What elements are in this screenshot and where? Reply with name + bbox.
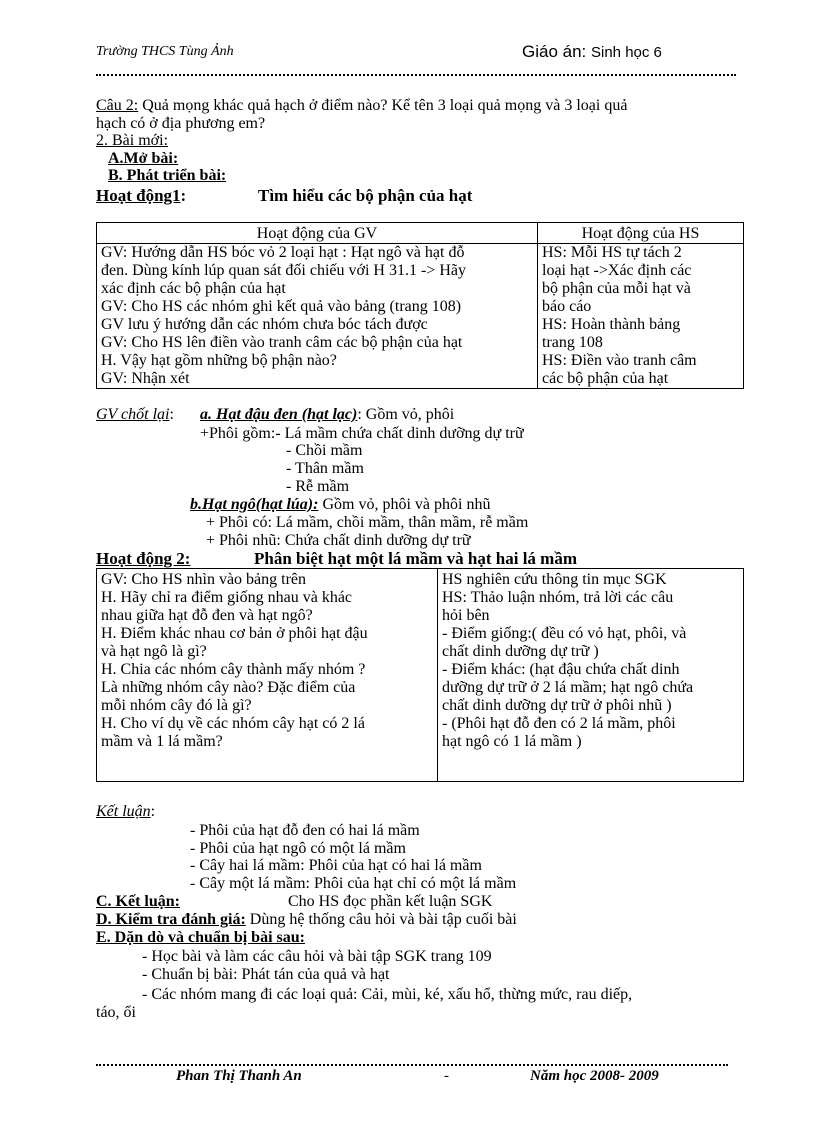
section-c-label: C. Kết luận: [96,893,180,910]
activity1-hs-cell [538,244,744,389]
title-subject: Sinh học 6 [591,44,662,61]
gv-line: nhau giữa hạt đỗ đen và hạt ngô? [101,607,313,624]
gv-line: H. Vậy hạt gồm những bộ phận nào? [101,352,337,369]
gv-line: H. Chia các nhóm cây thành mấy nhóm ? [101,661,366,678]
gv-line: mỗi nhóm cây đó là gì? [101,697,252,714]
gv-line: Là những nhóm cây nào? Đặc điểm của [101,679,356,696]
table-header-hs: Hoạt động của HS [538,223,744,244]
hs-line: chất dinh dưỡng dự trữ ) [442,643,599,660]
question-label: Câu 2: [96,97,139,114]
hs-line: HS: Thảo luận nhóm, trả lời các câu [442,589,674,606]
section-c-text: Cho HS đọc phần kết luận SGK [288,893,493,910]
section-d [96,911,517,928]
title-label: Giáo án: [522,42,587,61]
activity2-gv-cell [97,569,438,782]
seed-b-line: + Phôi nhũ: Chứa chất dinh dưỡng dự trữ [206,532,471,549]
seed-a-line: - Chồi mầm [286,442,363,459]
hs-line: các bộ phận của hạt [542,370,669,387]
hs-line: - Điểm giống:( đều có vỏ hạt, phôi, và [442,625,687,642]
table-header-gv: Hoạt động của GV [97,223,538,244]
activity1-table [96,222,744,389]
activity2-label [96,550,190,567]
hs-line: - Điểm khác: (hạt đậu chứa chất dinh [442,661,680,678]
header-divider [96,74,736,76]
gv-line: GV: Nhận xét [101,370,190,387]
hs-line: HS nghiên cứu thông tin mục SGK [442,571,667,588]
seed-a-line: - Thân mầm [286,460,364,477]
hs-line: loại hạt ->Xác định các [542,262,692,279]
gv-line: đen. Dùng kính lúp quan sát đối chiếu với H 31.1 -> Hãy [101,262,466,279]
activity1-label: Hoạt động1 [96,186,181,205]
development-heading: B. Phát triển bài: [108,167,227,184]
conclusion-line: - Phôi của hạt đỗ đen có hai lá mầm [190,822,420,839]
section-e-line-last: táo, ổi [96,1004,136,1021]
section-e-line: - Học bài và làm các câu hỏi và bài tập SGK trang 109 [142,948,492,965]
seed-b-line: + Phôi có: Lá mầm, chồi mầm, thân mầm, rễ mầm [206,514,529,531]
gv-line: GV: Cho HS lên điền vào tranh câm các bộ phận của hạt [101,334,463,351]
activity2-label-text: Hoạt động 2: [96,549,191,568]
section-e-label: E. Dặn dò và chuẩn bị bài sau: [96,929,305,946]
activity1-title: Tìm hiểu các bộ phận của hạt [258,186,473,205]
hs-line: báo cáo [542,298,592,315]
conclusion-label-text: Kết luận [96,803,151,820]
activity2-table [96,568,744,782]
activity1-heading [96,187,186,204]
question-text-2: hạch có ở địa phương em? [96,115,266,132]
hs-line: hạt ngô có 1 lá mầm ) [442,733,582,750]
hs-line: bộ phận của mỗi hạt và [542,280,691,297]
gv-line: xác định các bộ phận của hạt [101,280,286,297]
section-d-label: D. Kiểm tra đánh giá: [96,911,246,928]
activity2-title: Phân biệt hạt một lá mầm và hạt hai lá mầm [254,549,577,568]
footer-year: Năm học 2008- 2009 [530,1068,659,1084]
activity2-hs-cell [438,569,744,782]
hs-line: - (Phôi hạt đỗ đen có 2 lá mầm, phôi [442,715,676,732]
summary-label-text: GV chốt lại [96,406,170,423]
conclusion-line: - Phôi của hạt ngô có một lá mầm [190,840,406,857]
conclusion-line: - Cây hai lá mầm: Phôi của hạt có hai lá mầm [190,857,482,874]
conclusion-label [96,803,155,820]
hs-line: HS: Điền vào tranh câm [542,352,697,369]
section-e-line: - Các nhóm mang đi các loại quả: Cải, mùi, ké, xấu hổ, thừng mức, rau diếp, [142,986,633,1003]
gv-line: mầm và 1 lá mầm? [101,733,223,750]
question-text-1: Quả mọng khác quả hạch ở điểm nào? Kể tên 3 loại quả mọng và 3 loại quả [138,97,628,114]
footer-divider [96,1064,728,1066]
section-e-line: - Chuẩn bị bài: Phát tán của quả và hạt [142,966,390,983]
activity1-gv-cell [97,244,538,389]
opening-heading: A.Mở bài: [108,150,179,167]
gv-line: H. Cho ví dụ về các nhóm cây hạt có 2 lá [101,715,365,732]
gv-line: và hạt ngô là gì? [101,643,207,660]
seed-b-text: Gồm vỏ, phôi và phôi nhũ [318,496,491,513]
footer-separator: - [444,1068,449,1084]
question-2 [96,97,627,114]
footer-author: Phan Thị Thanh An [176,1068,302,1084]
seed-a-line: +Phôi gồm:- Lá mầm chứa chất dinh dưỡng dự trữ [200,425,524,442]
hs-line: hỏi bên [442,607,490,624]
gv-line: H. Điểm khác nhau cơ bản ở phôi hạt đậu [101,625,368,642]
hs-line: dưỡng dự trữ ở 2 lá mầm; hạt ngô chứa [442,679,694,696]
seed-a [200,406,454,423]
seed-a-text: : Gồm vỏ, phôi [357,406,455,423]
new-lesson-heading: 2. Bài mới: [96,132,169,149]
seed-b [190,496,490,513]
seed-a-line: - Rễ mầm [286,478,350,495]
lesson-plan-title [522,42,662,62]
gv-line: GV: Hướng dẫn HS bóc vỏ 2 loại hạt : Hạt ngô và hạt đỗ [101,244,465,261]
seed-a-title: a. Hạt đậu đen (hạt lạc) [200,406,358,423]
activity1-colon: : [180,186,187,205]
summary-colon: : [169,406,174,423]
conclusion-colon: : [150,803,156,820]
hs-line: trang 108 [542,334,603,351]
conclusion-line: - Cây một lá mầm: Phôi của hạt chỉ có một lá mầm [190,875,517,892]
section-d-text: Dùng hệ thống câu hỏi và bài tập cuối bài [245,911,517,928]
hs-line: chất dinh dưỡng dự trữ ở phôi nhũ ) [442,697,672,714]
gv-line: GV lưu ý hướng dẫn các nhóm chưa bóc tách được [101,316,428,333]
summary-label [96,406,174,423]
gv-line: GV: Cho HS các nhóm ghi kết quả vào bảng (trang 108) [101,298,462,315]
school-name: Trường THCS Tùng Ảnh [96,44,234,59]
seed-b-title: b.Hạt ngô(hạt lúa): [190,496,319,513]
gv-line: GV: Cho HS nhìn vào bảng trên [101,571,307,588]
hs-line: HS: Hoàn thành bảng [542,316,681,333]
hs-line: HS: Mỗi HS tự tách 2 [542,244,682,261]
gv-line: H. Hãy chỉ ra điểm giống nhau và khác [101,589,353,606]
